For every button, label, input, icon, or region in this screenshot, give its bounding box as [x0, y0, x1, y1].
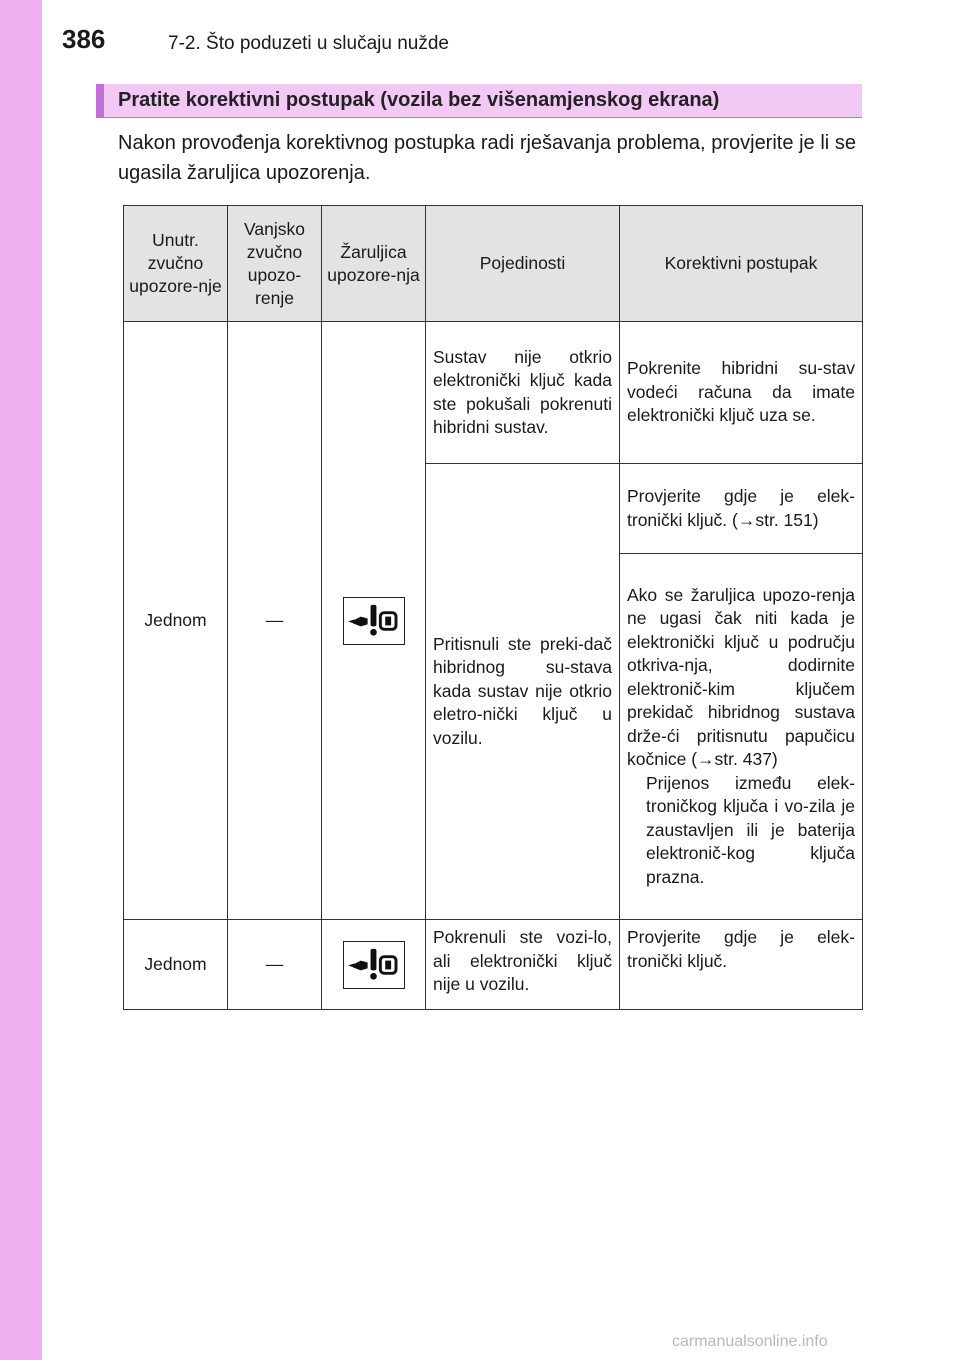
header-exterior-buzzer: Vanjsko zvučno upozo-renje [228, 206, 322, 322]
header-corrective-action: Korektivni postupak [620, 206, 863, 322]
row1-details-a: Sustav nije otkrio elektronički ključ kada ste pokušali pokrenuti hibridni sustav. [426, 322, 620, 464]
row1-action-b: Provjerite gdje je elek-tronički ključ. (→str. 151) [620, 464, 863, 554]
table-row [124, 322, 863, 464]
key-warning-icon [343, 597, 405, 645]
row1-action-note: Prijenos između elek-troničkog ključa i vo-zila je zaustavljen ili je baterija elektronič-kog ključa prazna. [646, 772, 855, 887]
row2-details: Pokrenuli ste vozi-lo, ali elektronički ključ nije u vozilu. [426, 920, 620, 1010]
chapter-title: 7-2. Što poduzeti u slučaju nužde [168, 33, 449, 54]
header-warning-lamp: Žaruljica upozore-nja [322, 206, 426, 322]
row2-exterior: — [228, 920, 322, 1010]
section-title: Pratite korektivni postupak (vozila bez višenamjenskog ekrana) [118, 89, 720, 111]
header-interior-buzzer: Unutr. zvučno upozore-nje [124, 206, 228, 322]
row2-lamp [322, 920, 426, 1010]
row1-action-c [620, 554, 863, 920]
intro-paragraph: Nakon provođenja korektivnog postupka radi rješavanja problema, provjerite je li se ugasila žaruljica upozorenja. [118, 132, 856, 184]
row1-lamp [322, 322, 426, 920]
row1-exterior: — [228, 322, 322, 920]
page-number: 386 [62, 24, 106, 54]
table-row [124, 920, 863, 1010]
header-details: Pojedinosti [426, 206, 620, 322]
side-color-strip [0, 0, 42, 1360]
section-heading-bar [96, 84, 862, 118]
row1-action-c-text: Ako se žaruljica upozo-renja ne ugasi čak niti kada je elektronički ključ u području otkriva-nja, dodirnite elektronič-kim ključem prekidač hibridnog sustava drže-ći pritisnutu papučicu kočnice (→str. 437) [627, 584, 855, 770]
row1-details-b: Pritisnuli ste preki-dač hibridnog su-stava kada sustav nije otkrio eletro-nički ključ u vozilu. [426, 464, 620, 920]
warning-table [123, 205, 863, 1010]
footer-watermark: carmanualsonline.info [672, 1333, 828, 1350]
row1-action-a: Pokrenite hibridni su-stav vodeći računa da imate elektronički ključ uza se. [620, 322, 863, 464]
key-warning-icon [343, 941, 405, 989]
row2-interior: Jednom [124, 920, 228, 1010]
row1-interior: Jednom [124, 322, 228, 920]
row2-action: Provjerite gdje je elek-tronički ključ. [620, 920, 863, 1010]
table-header-row [124, 206, 863, 322]
